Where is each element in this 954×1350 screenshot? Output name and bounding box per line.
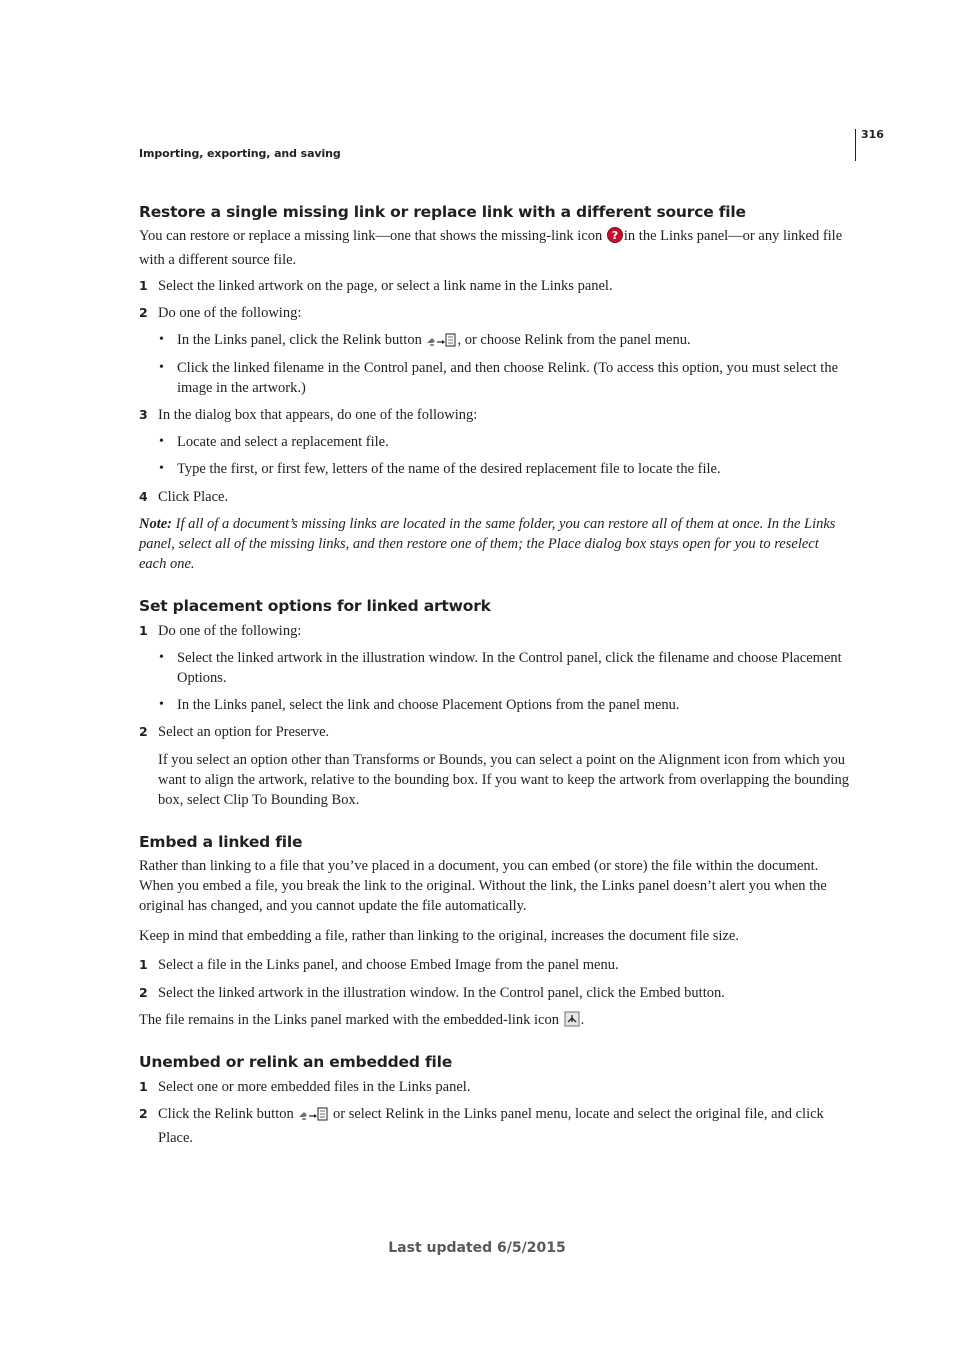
restore-step2-number: 2 <box>139 305 148 320</box>
placement-step2-detail: If you select an option other than Transforms or Bounds, you can select a point on the Alignment icon from which you want to align the artwork, relative to the bounding box. If you want to keep the artwork from overlapping the bounding box, select Clip To Bounding Box. <box>158 752 849 808</box>
unembed-step2-a: Click the Relink button <box>158 1106 294 1122</box>
header-divider <box>855 129 856 161</box>
placement-step1-bullet2: In the Links panel, select the link and choose Placement Options from the panel menu. <box>177 697 680 713</box>
bullet-marker: • <box>159 650 164 665</box>
bullet-marker: • <box>159 360 164 375</box>
svg-text:?: ? <box>611 229 619 242</box>
placement-step1: Do one of the following: <box>158 623 302 639</box>
restore-step3-bullet1: Locate and select a replacement file. <box>177 434 389 450</box>
bullet-marker: • <box>159 697 164 712</box>
running-head: Importing, exporting, and saving <box>139 147 341 160</box>
embed-paragraph-1: Rather than linking to a file that you’ve placed in a document, you can embed (or store) the file within the document. When you embed a file, you break the link to the original. Without the link, the Links panel doesn’t alert you when the original has changed, and you cannot update the file automatically. <box>139 858 827 914</box>
missing-link-icon <box>606 226 624 250</box>
bullet-marker: • <box>159 461 164 476</box>
unembed-step1: Select one or more embedded files in the Links panel. <box>158 1079 471 1095</box>
embed-step2-number: 2 <box>139 985 148 1000</box>
bullet-marker: • <box>159 332 164 347</box>
restore-note <box>139 514 849 574</box>
restore-heading: Restore a single missing link or replace link with a different source file <box>139 203 746 221</box>
relink-button-icon <box>297 1106 329 1128</box>
restore-intro-b: in the Links panel—or any linked file with a different source file. <box>139 228 843 268</box>
footer-last-updated: Last updated 6/5/2015 <box>388 1240 566 1256</box>
restore-step2-bullet2: Click the linked filename in the Control panel, and then choose Relink. (To access this option, you must select the image in the artwork.) <box>177 360 839 396</box>
restore-step2-bullet1-b: , or choose Relink from the panel menu. <box>457 332 691 348</box>
restore-step2-bullet1-a: In the Links panel, click the Relink button <box>177 332 422 348</box>
placement-step2: Select an option for Preserve. <box>158 724 330 740</box>
restore-step3-bullet2: Type the first, or first few, letters of the name of the desired replacement file to locate the file. <box>177 461 721 477</box>
embed-result-b: . <box>580 1012 585 1028</box>
embed-step2: Select the linked artwork in the illustration window. In the Control panel, click the Embed button. <box>158 985 725 1001</box>
relink-button-icon <box>425 332 457 354</box>
embed-step1: Select a file in the Links panel, and choose Embed Image from the panel menu. <box>158 957 619 973</box>
restore-intro <box>139 226 849 270</box>
unembed-step2 <box>158 1104 849 1148</box>
restore-intro-a: You can restore or replace a missing link—one that shows the missing-link icon <box>139 228 603 244</box>
placement-step1-bullet1: Select the linked artwork in the illustration window. In the Control panel, click the filename and choose Placement Options. <box>177 650 842 686</box>
restore-step2-bullet1 <box>177 330 849 354</box>
restore-step3: In the dialog box that appears, do one of the following: <box>158 407 478 423</box>
restore-step4: Click Place. <box>158 489 229 505</box>
restore-step3-number: 3 <box>139 407 148 422</box>
unembed-step2-b: or select Relink in the Links panel menu, locate and select the original file, and click Place. <box>158 1106 824 1146</box>
embed-result-a: The file remains in the Links panel marked with the embedded-link icon <box>139 1012 559 1028</box>
page-number: 316 <box>861 128 884 141</box>
restore-step2: Do one of the following: <box>158 305 302 321</box>
unembed-heading: Unembed or relink an embedded file <box>139 1053 453 1071</box>
unembed-step1-number: 1 <box>139 1079 148 1094</box>
placement-step2-number: 2 <box>139 724 148 739</box>
note-label: Note: <box>139 516 173 532</box>
placement-heading: Set placement options for linked artwork <box>139 597 491 615</box>
embed-result <box>139 1010 849 1034</box>
embed-step1-number: 1 <box>139 957 148 972</box>
unembed-step2-number: 2 <box>139 1106 148 1121</box>
note-text: If all of a document’s missing links are located in the same folder, you can restore all of them at once. In the Links panel, select all of the missing links, and then restore one of them; the Place dialog box stays open for you to reselect each one. <box>139 516 836 572</box>
embedded-link-icon <box>563 1010 581 1034</box>
embed-paragraph-2: Keep in mind that embedding a file, rather than linking to the original, increases the document file size. <box>139 928 739 944</box>
embed-heading: Embed a linked file <box>139 833 303 851</box>
bullet-marker: • <box>159 434 164 449</box>
placement-step1-number: 1 <box>139 623 148 638</box>
restore-step1-number: 1 <box>139 278 148 293</box>
restore-step4-number: 4 <box>139 489 148 504</box>
restore-step1: Select the linked artwork on the page, or select a link name in the Links panel. <box>158 278 613 294</box>
